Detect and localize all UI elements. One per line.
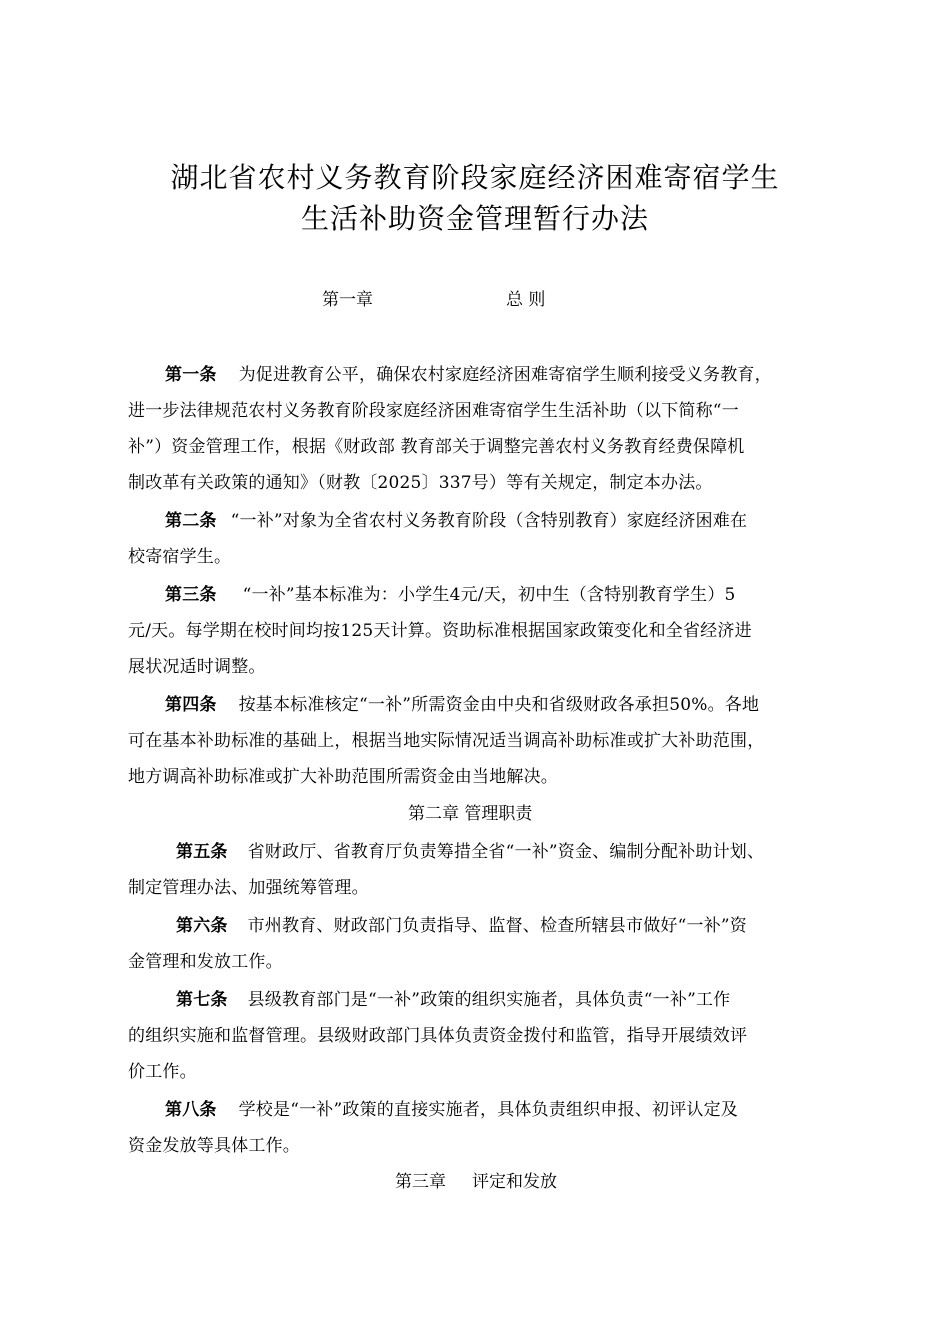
article-5-line-2: 制定管理办法、加强统筹管理。 [128,878,369,898]
article-3-line-3: 展状况适时调整。 [128,657,266,677]
article-7-line-3: 价工作。 [128,1062,197,1082]
article-6-line-1: 市州教育、财政部门负责指导、监督、检查所辖县市做好“一补”资 [247,916,747,936]
article-4-line-3: 地方调高补助标准或扩大补助范围所需资金由当地解决。 [128,767,558,787]
article-1-line-4: 制改革有关政策的通知》（财教〔2025〕337号）等有关规定，制定本办法。 [128,473,713,493]
article-6-label: 第六条 [176,916,228,936]
article-5-label: 第五条 [176,842,228,862]
article-6-line-2: 金管理和发放工作。 [128,952,283,972]
article-1-line-2: 进一步法律规范农村义务教育阶段家庭经济困难寄宿学生生活补助（以下简称“一 [128,401,739,421]
chapter-3-label: 第三章 [395,1172,446,1192]
article-7-line-2: 的组织实施和监督管理。县级财政部门具体负责资金拨付和监管，指导开展绩效评 [128,1026,748,1046]
article-2-line-2: 校寄宿学生。 [128,547,232,567]
chapter-1-name: 总 则 [506,290,546,310]
article-7-line-1: 县级教育部门是“一补”政策的组织实施者，具体负责“一补”工作 [247,990,731,1010]
article-2-line-1: “一补”对象为全省农村义务教育阶段（含特别教育）家庭经济困难在 [230,511,748,531]
article-3-line-2: 元/天。每学期在校时间均按125天计算。资助标准根据国家政策变化和全省经济进 [128,621,752,641]
article-4-line-2: 可在基本补助标准的基础上，根据当地实际情况适当调高补助标准或扩大补助范围， [128,731,765,751]
article-8-line-1: 学校是“一补”政策的直接实施者，具体负责组织申报、初评认定及 [238,1100,738,1120]
article-4-line-1: 按基本标准核定“一补”所需资金由中央和省级财政各承担50%。各地 [238,695,760,715]
article-1-label: 第一条 [165,365,217,385]
article-8-label: 第八条 [165,1100,217,1120]
article-8-line-2: 资金发放等具体工作。 [128,1136,300,1156]
article-4-label: 第四条 [165,695,217,715]
article-1-line-3: 补”）资金管理工作，根据《财政部 教育部关于调整完善农村义务教育经费保障机 [128,437,745,457]
article-3-line-1: “一补”基本标准为：小学生4元/天，初中生（含特别教育学生）5 [242,585,736,605]
article-1-line-1: 为促进教育公平，确保农村家庭经济困难寄宿学生顺利接受义务教育， [238,365,772,385]
chapter-1-label: 第一章 [322,290,373,310]
chapter-3-name: 评定和发放 [472,1172,557,1192]
article-2-label: 第二条 [165,511,217,531]
article-7-label: 第七条 [176,990,228,1010]
chapter-2-heading: 第二章 管理职责 [408,804,533,824]
article-3-label: 第三条 [165,585,217,605]
title-line-1: 湖北省农村义务教育阶段家庭经济困难寄宿学生 [170,161,780,194]
article-5-line-1: 省财政厅、省教育厅负责筹措全省“一补”资金、编制分配补助计划、 [247,842,765,862]
title-line-2: 生活补助资金管理暂行办法 [300,202,649,235]
